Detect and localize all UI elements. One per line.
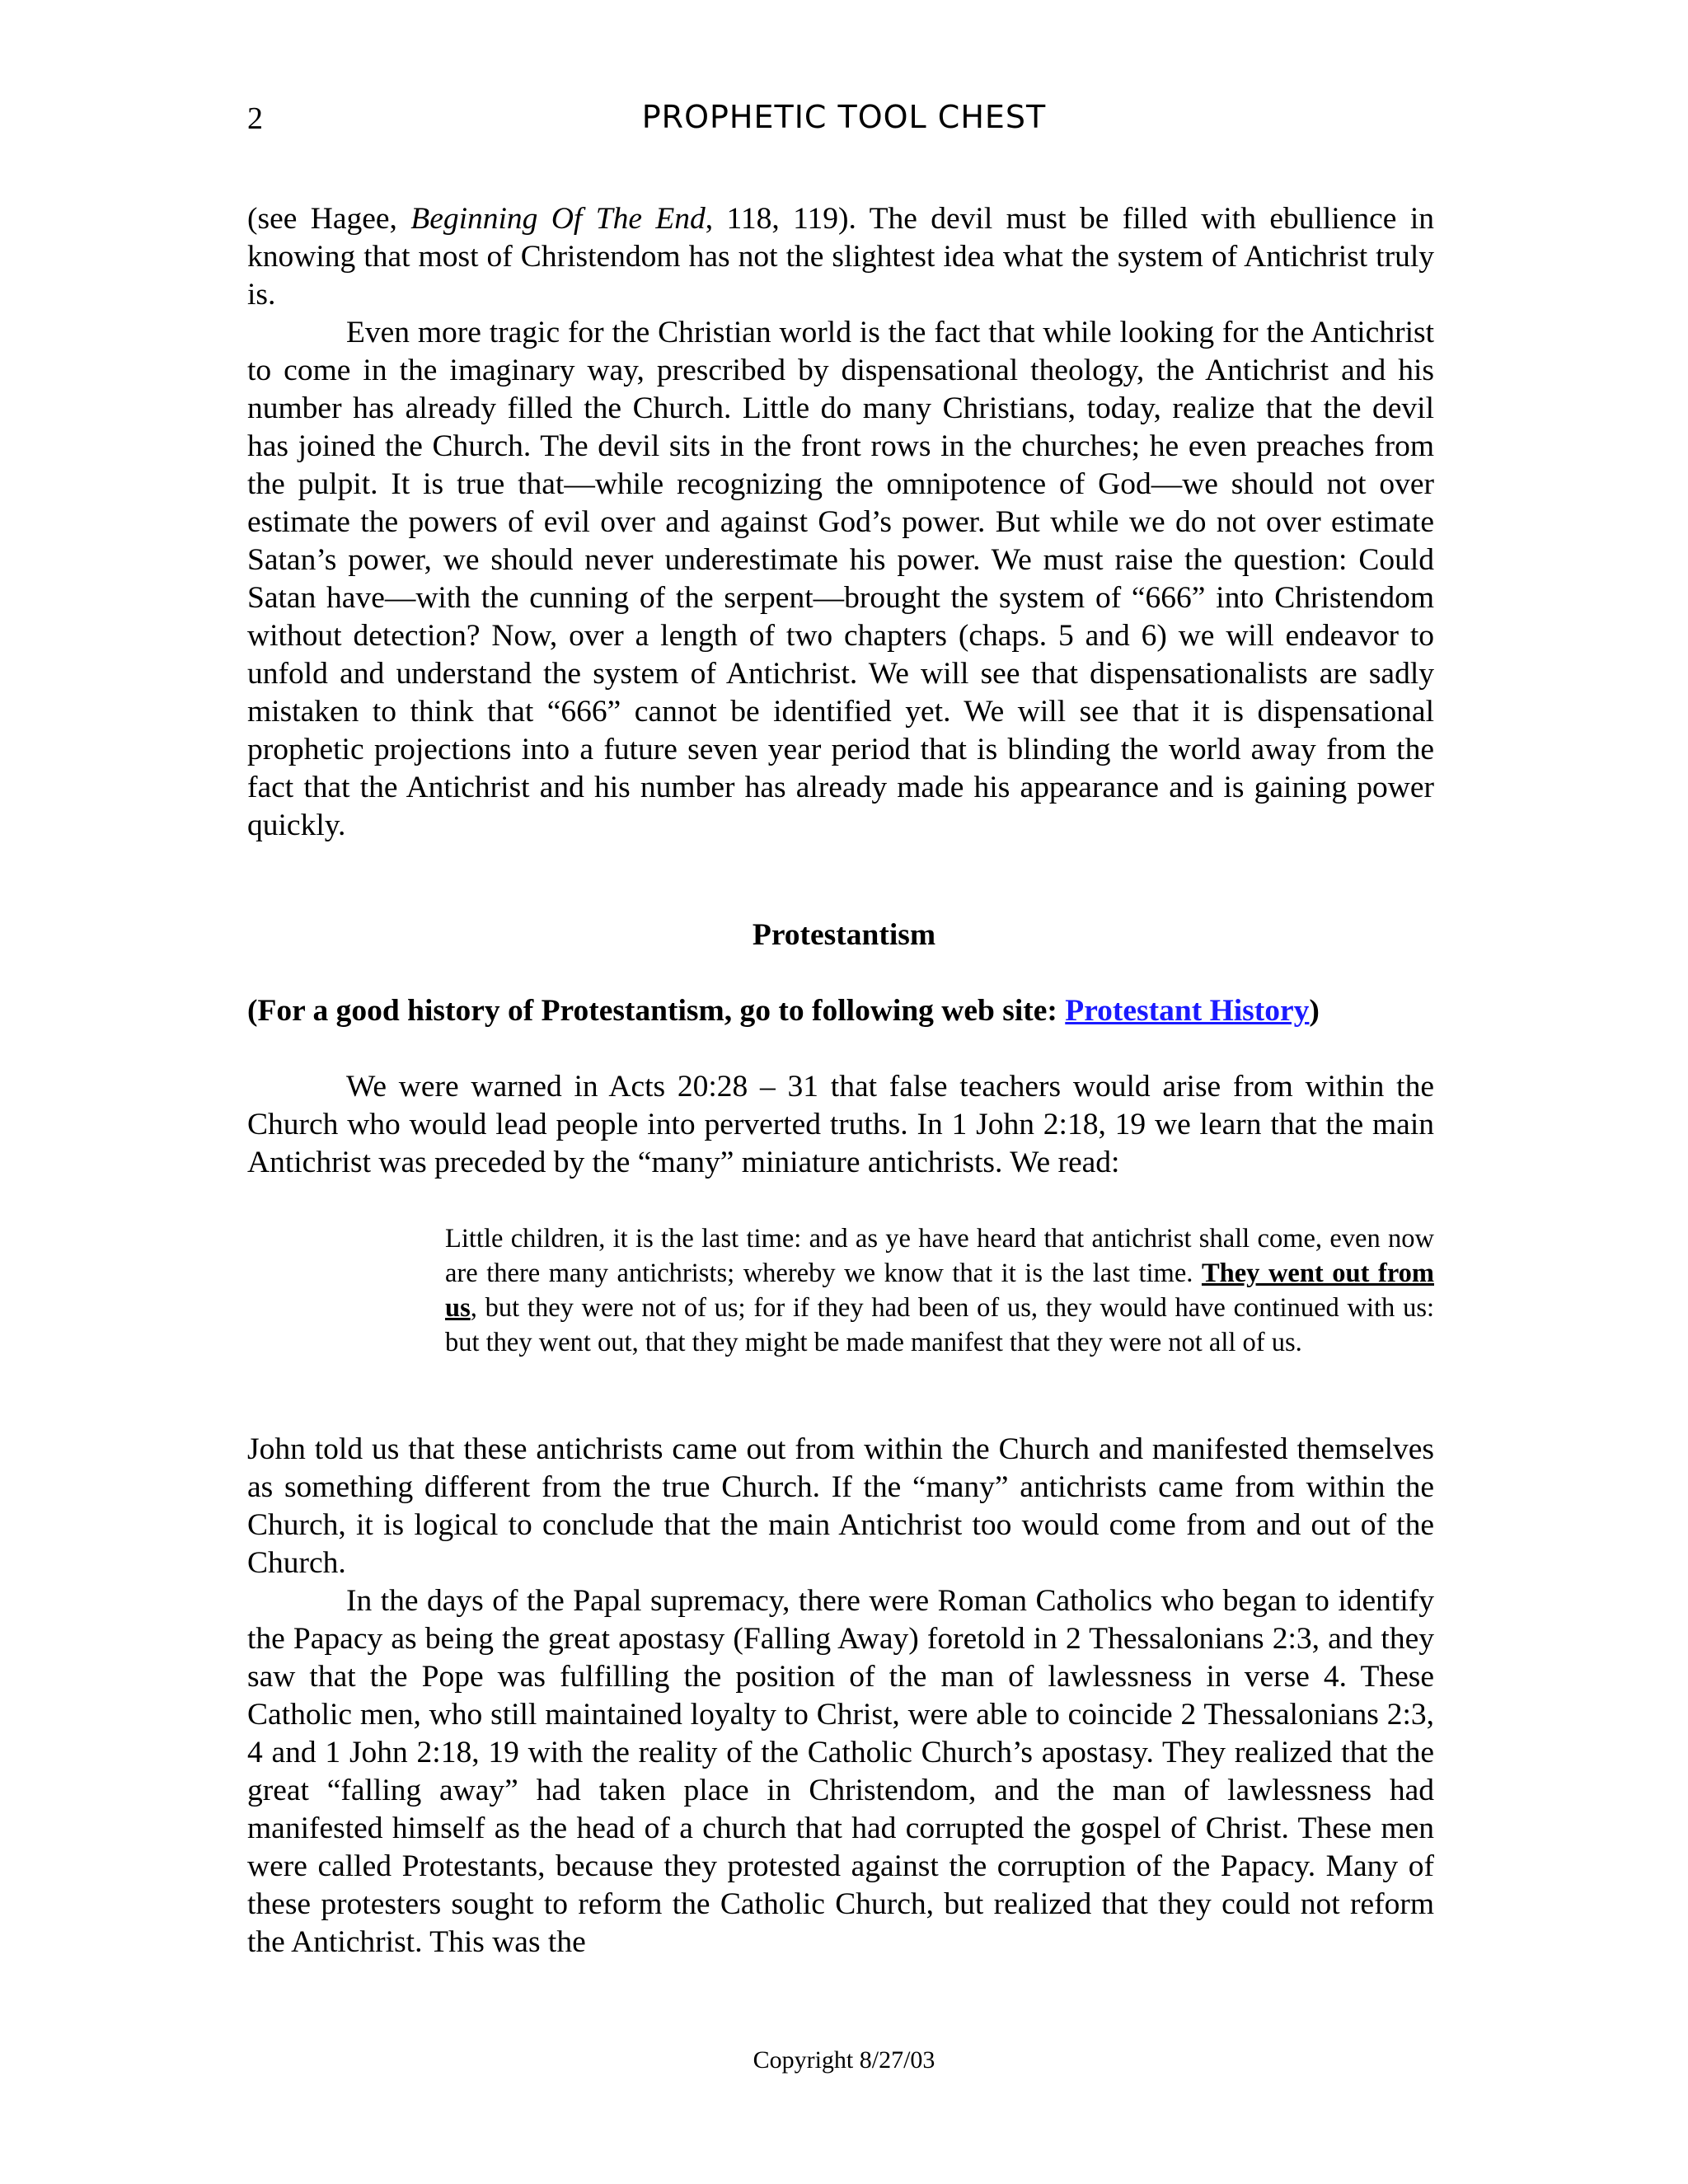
quote-before: Little children, it is the last time: and as ye have heard that antichrist shall come, even now are there many antichrists; whereby we know that it is the last time. [445, 1224, 1434, 1288]
paragraph-john-antichrists: John told us that these antichrists came out from within the Church and manifested themselves as something different from the true Church. If the “many” antichrists came from within the Church, it is logical to conclude that the main Antichrist too would come from and out of the Church. [247, 1432, 1434, 1580]
history-note [247, 992, 1434, 1030]
upper-text-block [247, 200, 1434, 845]
paragraph-papal-supremacy: In the days of the Papal supremacy, there were Roman Catholics who began to identify the Papacy as being the great apostasy (Falling Away) foretold in 2 Thessalonians 2:3, and they saw that the Pope was fulfilling the position of the man of lawlessness in verse 4. These Catholic men, who still maintained loyalty to Christ, were able to coincide 2 Thessalonians 2:3, 4 and 1 John 2:18, 19 with the reality of the Catholic Church’s apostasy. They realized that the great “falling away” had taken place in Christendom, and the man of lawlessness had manifested himself as the head of a church that had corrupted the gospel of Christ. These men were called Protestants, because they protested against the corruption of the Papacy. Many of these protesters sought to reform the Catholic Church, but realized that they could not reform the Antichrist. This was the [247, 1584, 1434, 1959]
book-title: Beginning Of The End [410, 202, 706, 236]
citation-rest: , 118, 119). The devil must be filled with ebullience in knowing that most of Christendom has not the slightest idea what the system of Antichrist truly is. [247, 202, 1434, 312]
protestant-history-link[interactable]: Protestant History [1065, 994, 1310, 1028]
lower-text-block [247, 1431, 1434, 1961]
section-heading: Protestantism [752, 918, 936, 952]
running-head: PROPHETIC TOOL CHEST [641, 99, 1047, 135]
quote-after: , but they were not of us; for if they had been of us, they would have continued with us: but they went out, that they might be made manifest that they were not all of us. [445, 1293, 1434, 1357]
quote-emphasis: They went out from us [445, 1258, 1434, 1323]
acts-text-block [247, 1068, 1434, 1182]
continued-paragraph [247, 200, 1434, 314]
history-note-lead: (For a good history of Protestantism, go to following web site: [247, 994, 1066, 1028]
citation-lead: (see Hagee, [247, 202, 411, 236]
copyright-footer: Copyright 8/27/03 [753, 2046, 935, 2074]
history-note-end: ) [1309, 994, 1320, 1028]
paragraph-false-teachers: We were warned in Acts 20:28 – 31 that false teachers would arise from within the Church who would lead people into perverted truths. In 1 John 2:18, 19 we learn that the main Antichrist was preceded by the “many” miniature antichrists. We read: [247, 1070, 1434, 1179]
scripture-quote [445, 1221, 1434, 1360]
paragraph-antichrist-in-church: Even more tragic for the Christian world is the fact that while looking for the Antichrist to come in the imaginary way, prescribed by dispensational theology, the Antichrist and his number has already filled the Church. Little do many Christians, today, realize that the devil has joined the Church. The devil sits in the front rows in the churches; he even preaches from the pulpit. It is true that—while recognizing the omnipotence of God—we should not over estimate the powers of evil over and against God’s power. But while we do not over estimate Satan’s power, we should never underestimate his power. We must raise the question: Could Satan have—with the cunning of the serpent—brought the system of “666” into Christendom without detection? Now, over a length of two chapters (chaps. 5 and 6) we will endeavor to unfold and understand the system of Antichrist. We will see that dispensationalists are sadly mistaken to think that “666” cannot be identified yet. We will see that it is dispensational prophetic projections into a future seven year period that is blinding the world away from the fact that the Antichrist and his number has already made his appearance and is gaining power quickly. [247, 316, 1434, 842]
page-number: 2 [247, 101, 263, 136]
